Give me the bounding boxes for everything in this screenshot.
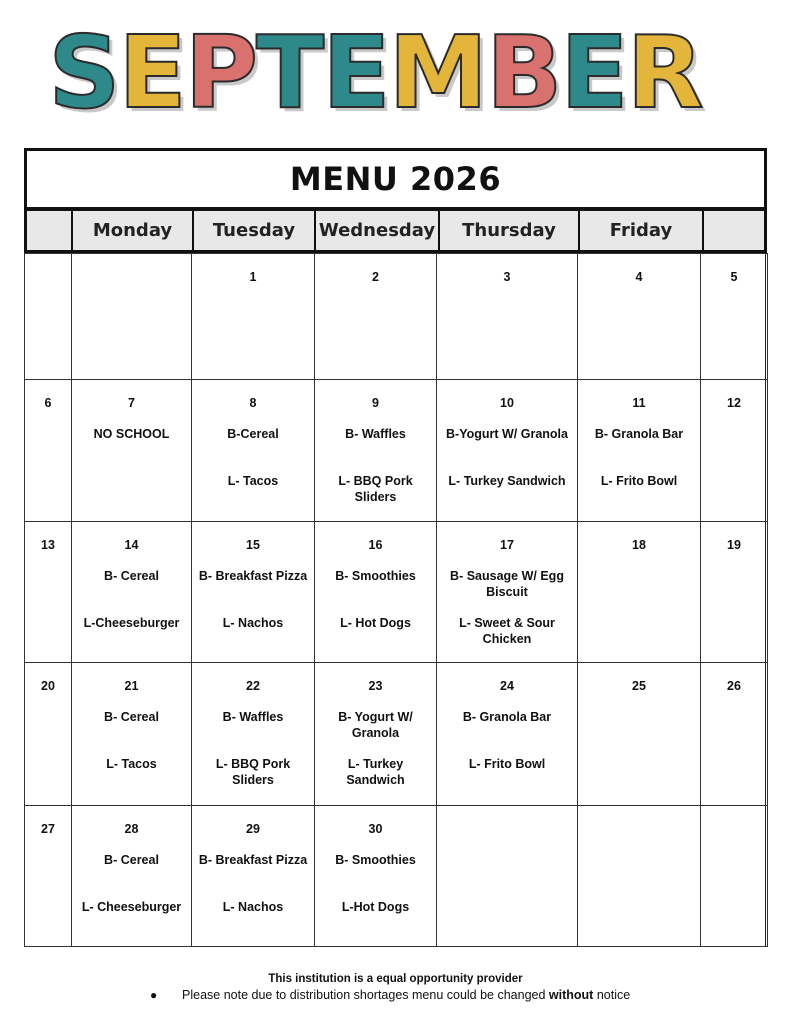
- day-cell: [701, 254, 768, 380]
- day-number: 17: [500, 538, 514, 552]
- day-number: 22: [246, 679, 260, 693]
- day-cell: [437, 522, 578, 663]
- day-number: [437, 806, 577, 837]
- banner-letter: E: [560, 14, 627, 131]
- lunch-item: L- Frito Bowl: [468, 757, 546, 771]
- breakfast-item: B- Cereal: [104, 710, 159, 724]
- header-thursday: Thursday: [440, 211, 580, 250]
- lunch-item: L- BBQ Pork Sliders: [338, 474, 413, 504]
- week-row: [25, 522, 768, 663]
- breakfast-item: B- Granola Bar: [462, 710, 552, 724]
- header-blank-right: [704, 211, 764, 250]
- menu-title-bar: [24, 148, 767, 210]
- day-number: [701, 806, 767, 837]
- header-wednesday: Wednesday: [316, 211, 440, 250]
- lunch-item: L-Hot Dogs: [341, 900, 410, 914]
- day-number: 18: [632, 538, 646, 552]
- breakfast-item: B- Yogurt W/ Granola: [338, 710, 413, 740]
- lunch-item: L- Nachos: [222, 616, 284, 630]
- breakfast-item: B- Cereal: [104, 569, 159, 583]
- day-number: 24: [500, 679, 514, 693]
- day-cell: [701, 380, 768, 522]
- month-banner: [48, 14, 702, 132]
- day-cell: [315, 806, 437, 947]
- banner-letter: E: [118, 14, 185, 131]
- day-number: 15: [246, 538, 260, 552]
- equal-opportunity-statement: This institution is a equal opportunity provider: [268, 973, 523, 985]
- day-cell: [437, 380, 578, 522]
- day-cell: [315, 380, 437, 522]
- breakfast-item: NO SCHOOL: [93, 427, 170, 441]
- lunch-item: L- Tacos: [227, 474, 279, 488]
- day-cell: [578, 522, 701, 663]
- day-number: 9: [372, 396, 379, 410]
- day-number: 5: [730, 270, 738, 284]
- breakfast-item: B- Sausage W/ Egg Biscuit: [450, 569, 564, 599]
- breakfast-item: B- Breakfast Pizza: [198, 569, 308, 583]
- day-cell: [437, 806, 578, 947]
- day-cell: [315, 522, 437, 663]
- day-number: 29: [246, 822, 260, 836]
- day-number: 6: [44, 396, 52, 410]
- day-cell: [578, 254, 701, 380]
- menu-change-notice: [150, 988, 630, 1002]
- day-number: 12: [727, 396, 741, 410]
- breakfast-item: B-Cereal: [227, 427, 279, 441]
- day-cell: [701, 663, 768, 806]
- banner-letter: B: [486, 14, 561, 131]
- lunch-item: L- BBQ Pork Sliders: [215, 757, 291, 787]
- day-cell: [25, 254, 72, 380]
- notice-text: Please note due to distribution shortages menu could be changed without notice: [182, 988, 631, 1002]
- breakfast-item: B- Smoothies: [335, 853, 416, 867]
- breakfast-item: B- Waffles: [222, 710, 284, 724]
- day-cell: [72, 806, 192, 947]
- menu-calendar-grid: [24, 253, 768, 947]
- day-cell: [72, 254, 192, 380]
- day-number: 1: [249, 270, 257, 284]
- header-blank-left: [27, 211, 73, 250]
- day-number: 11: [632, 396, 646, 410]
- breakfast-item: B- Cereal: [104, 853, 159, 867]
- day-number: 16: [368, 538, 383, 552]
- day-number: 27: [41, 822, 55, 836]
- lunch-item: L-Cheeseburger: [83, 616, 180, 630]
- day-number: 26: [727, 679, 741, 693]
- day-cell: [25, 522, 72, 663]
- day-cell: [72, 663, 192, 806]
- banner-letter: R: [626, 14, 702, 131]
- day-number: 3: [503, 270, 511, 284]
- banner-letter: M: [388, 14, 487, 131]
- day-number: 14: [124, 538, 139, 552]
- day-cell: [192, 254, 315, 380]
- week-row: [25, 806, 768, 947]
- day-cell: [315, 663, 437, 806]
- lunch-item: L- Nachos: [222, 900, 284, 914]
- day-number: 23: [368, 679, 383, 693]
- lunch-item: L- Turkey Sandwich: [346, 757, 405, 787]
- header-friday: Friday: [580, 211, 704, 250]
- week-row: [25, 380, 768, 522]
- header-tuesday: Tuesday: [194, 211, 316, 250]
- day-number: 7: [128, 396, 135, 410]
- day-cell: [701, 806, 768, 947]
- bullet-icon: ●: [150, 988, 158, 1002]
- lunch-item: L- Frito Bowl: [600, 474, 678, 488]
- breakfast-item: B- Granola Bar: [594, 427, 684, 441]
- day-number: [72, 254, 191, 285]
- lunch-item: L- Cheeseburger: [81, 900, 182, 914]
- breakfast-item: B- Waffles: [345, 427, 406, 441]
- day-number: [578, 806, 700, 837]
- banner-letter: E: [322, 14, 389, 131]
- day-cell: [578, 806, 701, 947]
- day-number: 8: [249, 396, 257, 410]
- day-number: [25, 254, 71, 285]
- banner-letter: P: [184, 14, 257, 131]
- day-cell: [25, 380, 72, 522]
- breakfast-item: B- Breakfast Pizza: [198, 853, 308, 867]
- menu-title: MENU 2026: [289, 160, 502, 198]
- breakfast-item: B- Smoothies: [335, 569, 416, 583]
- day-cell: [25, 663, 72, 806]
- day-number: 21: [124, 679, 139, 693]
- weekday-header-row: [24, 208, 767, 253]
- day-number: 13: [41, 538, 55, 552]
- lunch-item: L- Sweet & Sour Chicken: [459, 616, 555, 646]
- day-number: 2: [372, 270, 379, 284]
- day-cell: [437, 254, 578, 380]
- day-number: 20: [41, 679, 55, 693]
- week-row: [25, 663, 768, 806]
- day-cell: [437, 663, 578, 806]
- day-cell: [315, 254, 437, 380]
- day-cell: [701, 522, 768, 663]
- lunch-item: L- Tacos: [106, 757, 157, 771]
- week-row: [25, 254, 768, 380]
- day-cell: [578, 663, 701, 806]
- day-cell: [192, 806, 315, 947]
- breakfast-item: B-Yogurt W/ Granola: [446, 427, 568, 441]
- header-monday: Monday: [73, 211, 194, 250]
- day-number: 30: [368, 822, 383, 836]
- day-number: 10: [500, 396, 514, 410]
- banner-letter: T: [256, 14, 323, 131]
- day-cell: [192, 522, 315, 663]
- day-cell: [192, 380, 315, 522]
- day-cell: [72, 522, 192, 663]
- lunch-item: L- Hot Dogs: [340, 616, 411, 630]
- banner-letter: S: [48, 14, 119, 131]
- day-cell: [578, 380, 701, 522]
- day-number: 4: [635, 270, 643, 284]
- day-number: 19: [727, 538, 741, 552]
- day-number: 28: [124, 822, 139, 836]
- day-cell: [192, 663, 315, 806]
- day-cell: [25, 806, 72, 947]
- day-cell: [72, 380, 192, 522]
- day-number: 25: [632, 679, 646, 693]
- lunch-item: L- Turkey Sandwich: [448, 474, 566, 488]
